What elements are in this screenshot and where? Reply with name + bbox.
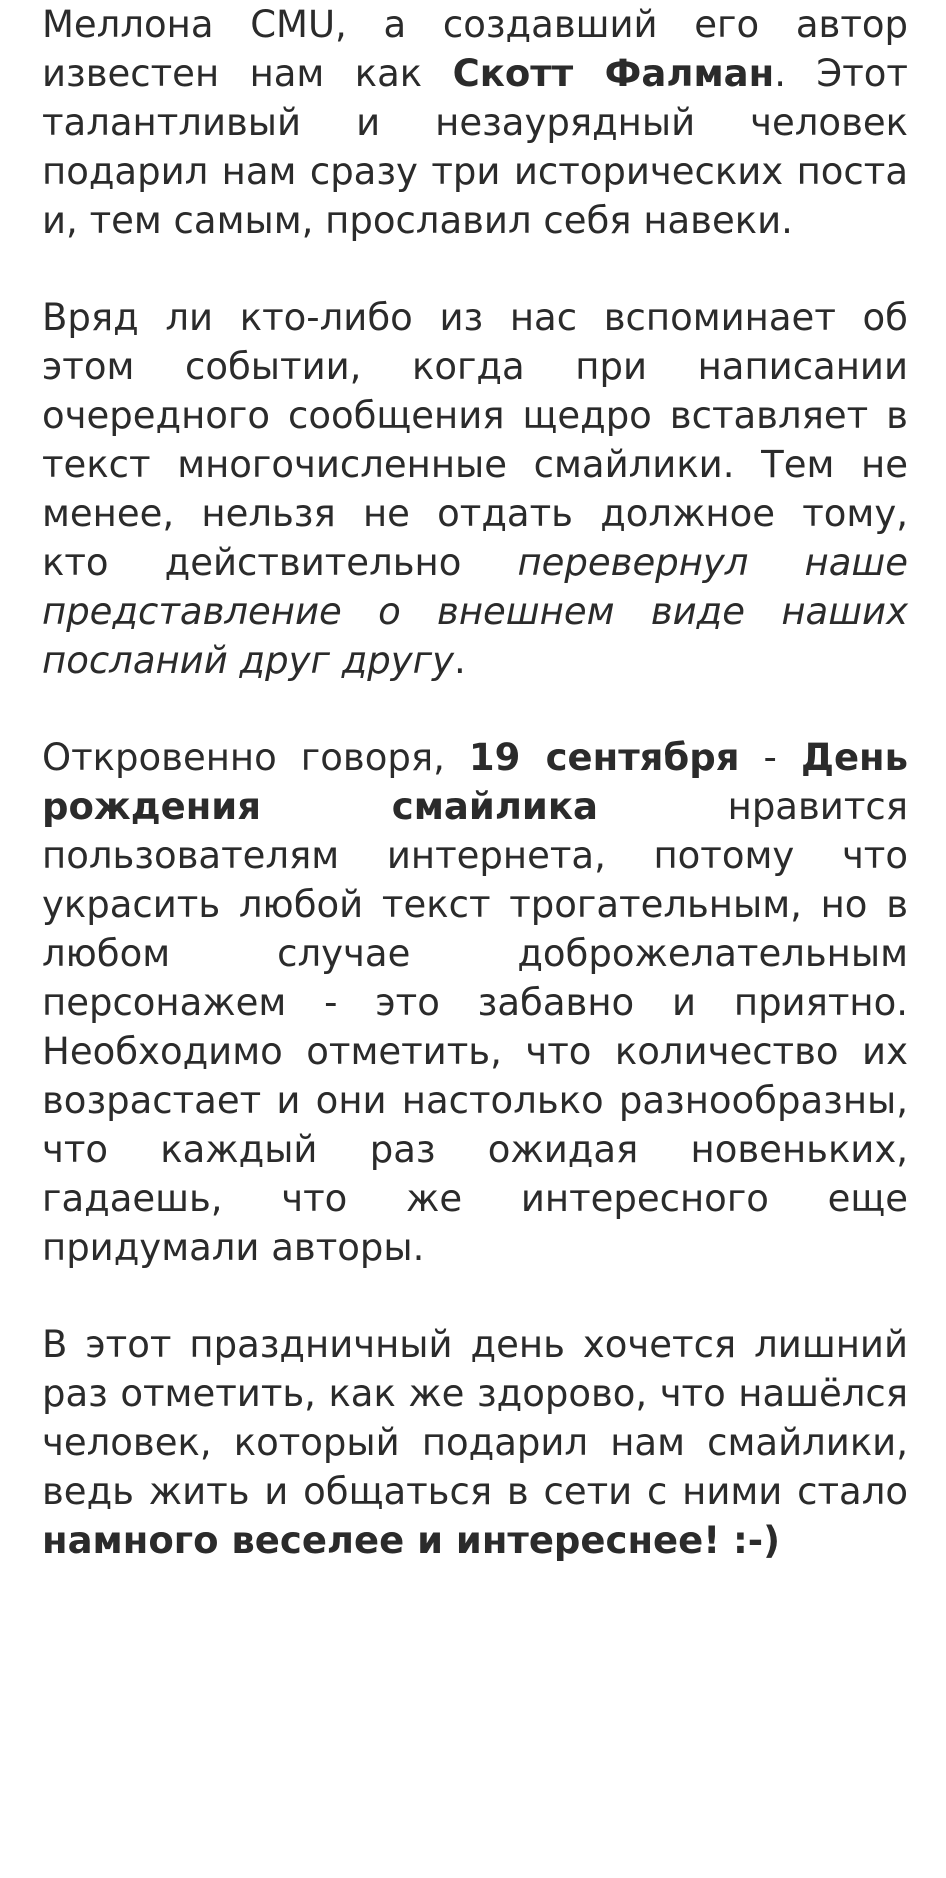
text-run-bold: Скотт Фалман	[452, 52, 775, 95]
text-run-bold: День рождения смайлика	[42, 736, 908, 828]
paragraph-4	[42, 1320, 908, 1565]
text-run-normal: .	[454, 639, 466, 682]
text-run-normal: . Этот талантливый и незаурядный человек подарил нам сразу три исторических поста и, тем самым, прославил себя навеки.	[42, 52, 908, 242]
text-run-bold: намного веселее и интереснее! :-)	[42, 1519, 781, 1562]
paragraph-1	[42, 0, 908, 245]
text-run-normal: -	[739, 736, 801, 779]
paragraph-3	[42, 733, 908, 1272]
paragraph-2	[42, 293, 908, 685]
text-run-normal: Откровенно говоря,	[42, 736, 469, 779]
text-run-normal: Меллона CMU, а создавший его автор известен нам как	[42, 3, 908, 95]
text-run-italic: перевернул наше представление о внешнем виде наших посланий друг другу	[42, 541, 908, 682]
text-run-normal: Вряд ли кто-либо из нас вспоминает об этом событии, когда при написании очередного сообщения щедро вставляет в текст многочисленные смайлики. Тем не менее, нельзя не отдать должное тому, кто действительно	[42, 296, 908, 584]
text-run-bold: 19 сентября	[468, 736, 740, 779]
text-run-normal: нравится пользователям интернета, потому что украсить любой текст трогательным, но в любом случае доброжелательным персонажем - это забавно и приятно. Необходимо отметить, что количество их возрастает и они настолько разнообразны, что каждый раз ожидая новеньких, гадаешь, что же интересного еще придумали авторы.	[42, 785, 908, 1269]
text-run-normal: В этот праздничный день хочется лишний раз отметить, как же здорово, что нашёлся человек, который подарил нам смайлики, ведь жить и общаться в сети с ними стало	[42, 1323, 908, 1513]
